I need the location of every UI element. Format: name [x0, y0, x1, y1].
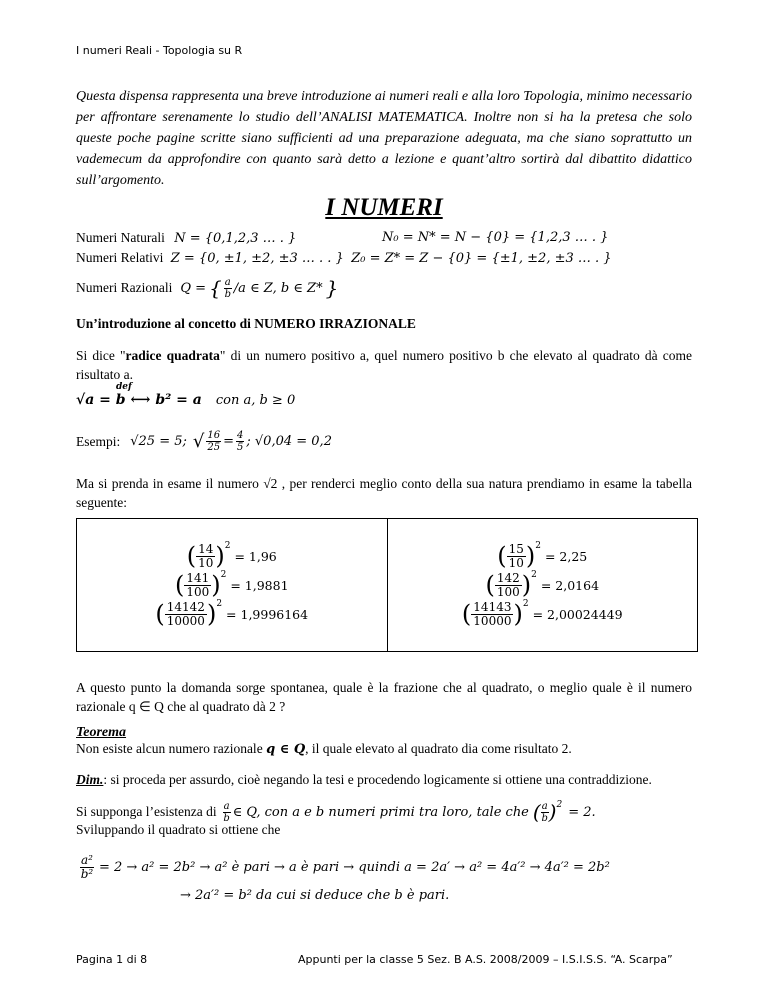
set-open-brace: { — [209, 276, 222, 300]
example-2-den: 25 — [207, 442, 221, 453]
theorem-q: q ∈ Q — [266, 742, 306, 757]
definition-text-end: " di un numero positivo a, quel numero positivo b che elevato al quadrato dà come risultato a. — [76, 348, 692, 382]
footer-course-info: Appunti per la classe 5 Sez. B A.S. 2008/2009 – I.S.I.S.S. “A. Scarpa” — [298, 953, 673, 966]
sqrt-formula-text: √a = b ⟷ b² = a — [76, 392, 202, 408]
footer-page-number: Pagina 1 di 8 — [76, 953, 148, 966]
page-header: I numeri Reali - Topologia su R — [76, 44, 243, 57]
table-row: ( 15 10 ) 2 = 2,25 — [497, 540, 588, 570]
relativi-label: Numeri Relativi — [76, 250, 164, 265]
example-2-eq: = — [223, 434, 235, 449]
question-paragraph: A questo punto la domanda sorge spontanea, quale è la frazione che al quadrato, o meglio quale è il numero razionale q ∈ Q che al quadrato dà 2 ? — [76, 680, 692, 714]
irrational-heading: Un’introduzione al concetto di NUMERO IRRAZIONALE — [76, 316, 416, 331]
definition-paragraph — [76, 346, 692, 384]
example-1: √25 = 5; — [130, 434, 187, 449]
table-right-cell — [387, 519, 698, 652]
theorem-text-start: Non esiste alcun numero razionale — [76, 741, 263, 756]
suppose-fraction: $\frac{a}{b}$ — [223, 800, 230, 824]
derivation-text-1: = 2 → a² = 2b² → a² è pari → a è pari → quindi a = 2a′ → a² = 4a′² → 4a′² = 2b² — [98, 860, 610, 875]
table-row: ( 142 100 ) 2 = 2,0164 — [485, 569, 600, 599]
proof-text: : si proceda per assurdo, cioè negando la tesi e procedendo logicamente si ottiene una contraddizione. — [103, 772, 652, 787]
razionali-line — [76, 276, 338, 300]
table-row: ( 14142 10000 ) 2 = 1,9996164 — [155, 598, 309, 628]
naturali-star-definition: N₀ = N* = N − {0} = {1,2,3 … . } — [382, 230, 609, 245]
paren-close: ) — [548, 800, 557, 824]
sqrt-symbol: √ — [192, 431, 205, 452]
suppose-text-1: Si supponga l’esistenza di — [76, 804, 217, 819]
definition-text-start: Si dice " — [76, 348, 126, 363]
exponent-2: 2 — [556, 800, 563, 810]
razionali-label: Numeri Razionali — [76, 280, 173, 295]
naturali-line — [76, 230, 296, 246]
examples-line — [76, 430, 332, 453]
def-over-arrow: def — [116, 382, 132, 392]
suppose-fraction-squared: $\frac{a}{b}$ — [541, 800, 548, 824]
table-row: ( 141 100 ) 2 = 1,9881 — [174, 569, 289, 599]
razionali-condition: /a ∈ Z, b ∈ Z* — [233, 280, 323, 296]
relativi-line — [76, 250, 612, 266]
derivation-line-1 — [78, 854, 610, 881]
table-row: ( 14 10 ) 2 = 1,96 — [186, 540, 277, 570]
suppose-text-2: ∈ Q, con a e b numeri primi tra loro, tale che — [232, 804, 529, 820]
naturali-definition: N = {0,1,2,3 … . } — [174, 231, 297, 246]
theorem-statement — [76, 741, 572, 757]
proof-line — [76, 772, 652, 788]
naturali-label: Numeri Naturali — [76, 230, 165, 245]
example-2-num: 16 — [207, 430, 221, 441]
definition-term: radice quadrata — [125, 348, 220, 363]
suppose-line — [76, 800, 596, 824]
svil-line: Sviluppando il quadrato si ottiene che — [76, 822, 281, 837]
ma-paragraph: Ma si prenda in esame il numero √2 , per renderci meglio conto della sua natura prendiamo in esame la tabella seguente: — [76, 476, 692, 510]
suppose-text-3: = 2. — [568, 804, 596, 820]
table-left-cell — [77, 519, 388, 652]
example-2-result — [236, 430, 244, 453]
set-close-brace: } — [325, 276, 339, 300]
example-3: ; √0,04 = 0,2 — [246, 434, 332, 449]
proof-label: Dim. — [76, 772, 104, 787]
sqrt-formula — [76, 382, 202, 408]
example-2-result-num: 4 — [237, 430, 244, 441]
intro-paragraph: Questa dispensa rappresenta una breve introduzione ai numeri reali e alla loro Topologia, minimo necessario per affrontare serenamente lo studio dell’ANALISI MATEMATICA. Inoltre non si ha la pretesa che solo queste poche pagine scritte siano sufficienti ad una preparazione adeguata, ma che siano soprattutto un vademecum da approfondire con quanto sarà detto a lezione e quant’altro sortirà dal dibattito didattico sull’argomento. — [76, 89, 692, 188]
section-title: I NUMERI — [325, 194, 443, 221]
table-row: ( 14143 10000 ) 2 = 2,00024449 — [461, 598, 623, 628]
sqrt-condition: con a, b ≥ 0 — [215, 393, 296, 408]
derivation-line-2: → 2a′² = b² da cui si deduce che b è pari. — [180, 888, 450, 903]
razionali-lhs: Q = — [180, 280, 207, 296]
example-2-fraction — [206, 430, 221, 453]
razionali-fraction: $\frac{a}{b}$ — [224, 276, 231, 300]
example-2-result-den: 5 — [237, 442, 244, 453]
theorem-label: Teorema — [76, 725, 127, 740]
paren-open: ( — [532, 800, 541, 824]
theorem-text-end: , il quale elevato al quadrato dia come risultato 2. — [305, 741, 572, 756]
powers-table — [76, 518, 698, 652]
relativi-star-definition: Z₀ = Z* = Z − {0} = {±1, ±2, ±3 … . } — [351, 251, 612, 266]
sqrt-definition — [76, 382, 296, 408]
derivation-fraction: $\frac{\text{a²}}{\text{b²}}$ — [80, 853, 94, 881]
relativi-definition: Z = {0, ±1, ±2, ±3 … . . } — [170, 251, 344, 266]
examples-label: Esempi: — [76, 433, 121, 449]
